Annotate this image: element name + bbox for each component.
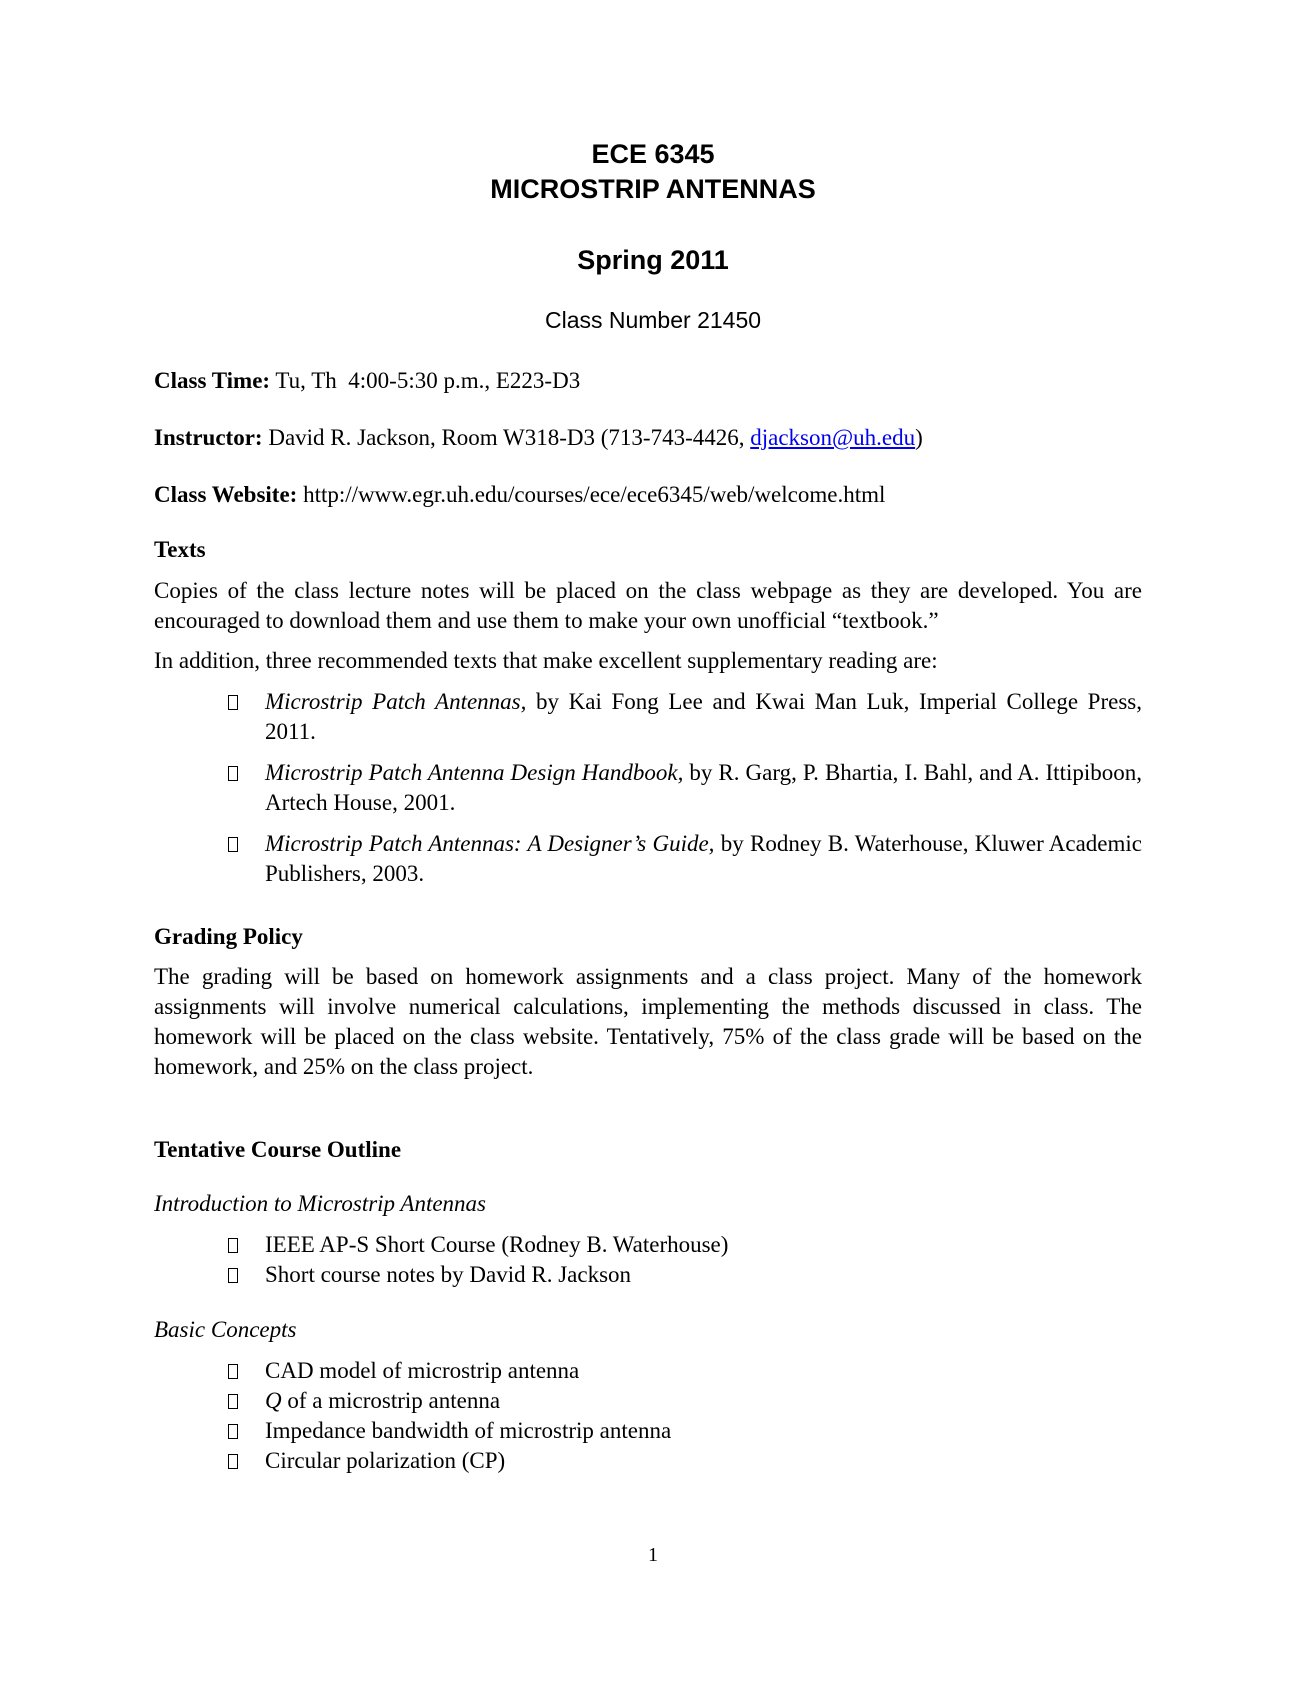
- class-time-label: Class Time:: [154, 368, 271, 393]
- intro-list: [228, 1230, 1142, 1290]
- bullet-box-icon: [228, 1364, 238, 1379]
- outline-heading: Tentative Course Outline: [154, 1137, 402, 1162]
- instructor-close: ): [915, 425, 923, 450]
- list-item-text: of a microstrip antenna: [281, 1388, 501, 1413]
- website-label: Class Website:: [154, 482, 298, 507]
- list-item-text: IEEE AP-S Short Course (Rodney B. Waterhouse): [265, 1232, 729, 1257]
- website-line: [154, 480, 1142, 510]
- list-item-text: Impedance bandwidth of microstrip antenna: [265, 1418, 672, 1443]
- class-number: Class Number 21450: [544, 307, 762, 333]
- grading-paragraph: The grading will be based on homework assignments and a class project. Many of the homework assignments will involve numerical calculations, implementing the methods discussed in class. The homework will be placed on the class website. Tentatively, 75% of the class grade will be based on the homework, and 25% on the class project.: [154, 964, 1142, 1079]
- bullet-box-icon: [228, 1454, 238, 1469]
- bullet-box-icon: [228, 766, 238, 781]
- page-number: 1: [648, 1544, 658, 1566]
- course-code: ECE 6345: [591, 139, 715, 169]
- book-details: by R. Garg, P. Bhartia, I. Bahl, and A. Ittipiboon, Artech House, 2001.: [265, 760, 1147, 815]
- book-item: [228, 829, 1148, 889]
- course-title: MICROSTRIP ANTENNAS: [490, 174, 816, 204]
- instructor-label: Instructor:: [154, 425, 263, 450]
- basic-list: [228, 1356, 1142, 1476]
- list-item-text: CAD model of microstrip antenna: [265, 1358, 580, 1383]
- bullet-box-icon: [228, 1424, 238, 1439]
- list-item: [228, 1260, 1142, 1290]
- bullet-box-icon: [228, 1394, 238, 1409]
- website-url: http://www.egr.uh.edu/courses/ece/ece6345/web/welcome.html: [303, 482, 886, 507]
- bullet-box-icon: [228, 1268, 238, 1283]
- texts-paragraph-1: Copies of the class lecture notes will be placed on the class webpage as they are developed. You are encouraged to download them and use them to make your own unofficial “textbook.”: [154, 578, 1142, 633]
- list-item-text: Short course notes by David R. Jackson: [265, 1262, 632, 1287]
- bullet-box-icon: [228, 695, 238, 710]
- book-list: [228, 687, 1148, 889]
- semester: Spring 2011: [577, 245, 729, 275]
- texts-paragraph-2: In addition, three recommended texts that make excellent supplementary reading are:: [154, 648, 938, 673]
- bullet-box-icon: [228, 837, 238, 852]
- list-item: [228, 1416, 1142, 1446]
- list-item-text: Circular polarization (CP): [265, 1448, 506, 1473]
- list-item: [228, 1356, 1142, 1386]
- class-time-value: Tu, Th 4:00-5:30 p.m., E223-D3: [275, 368, 581, 393]
- q-symbol: Q: [265, 1388, 282, 1413]
- book-details: by Rodney B. Waterhouse, Kluwer Academic Publishers, 2003.: [265, 831, 1148, 886]
- basic-subheading: Basic Concepts: [154, 1317, 297, 1342]
- list-item: [228, 1446, 1142, 1476]
- intro-subheading: Introduction to Microstrip Antennas: [154, 1191, 486, 1216]
- instructor-email-link[interactable]: djackson@uh.edu: [750, 425, 916, 450]
- bullet-box-icon: [228, 1238, 238, 1253]
- list-item: [228, 1386, 1142, 1416]
- instructor-line: [154, 423, 1142, 453]
- book-title: Microstrip Patch Antenna Design Handbook,: [265, 760, 684, 785]
- book-item: [228, 758, 1147, 818]
- book-title: Microstrip Patch Antennas,: [265, 689, 527, 714]
- book-title: Microstrip Patch Antennas: A Designer’s Guide,: [265, 831, 715, 856]
- class-time-line: [154, 366, 1142, 396]
- texts-heading: Texts: [154, 537, 206, 562]
- grading-heading: Grading Policy: [154, 924, 303, 949]
- book-details: by Kai Fong Lee and Kwai Man Luk, Imperial College Press, 2011.: [265, 689, 1148, 744]
- book-item: [228, 687, 1148, 747]
- instructor-value: David R. Jackson, Room W318-D3 (713-743-4426,: [268, 425, 751, 450]
- list-item: [228, 1230, 1142, 1260]
